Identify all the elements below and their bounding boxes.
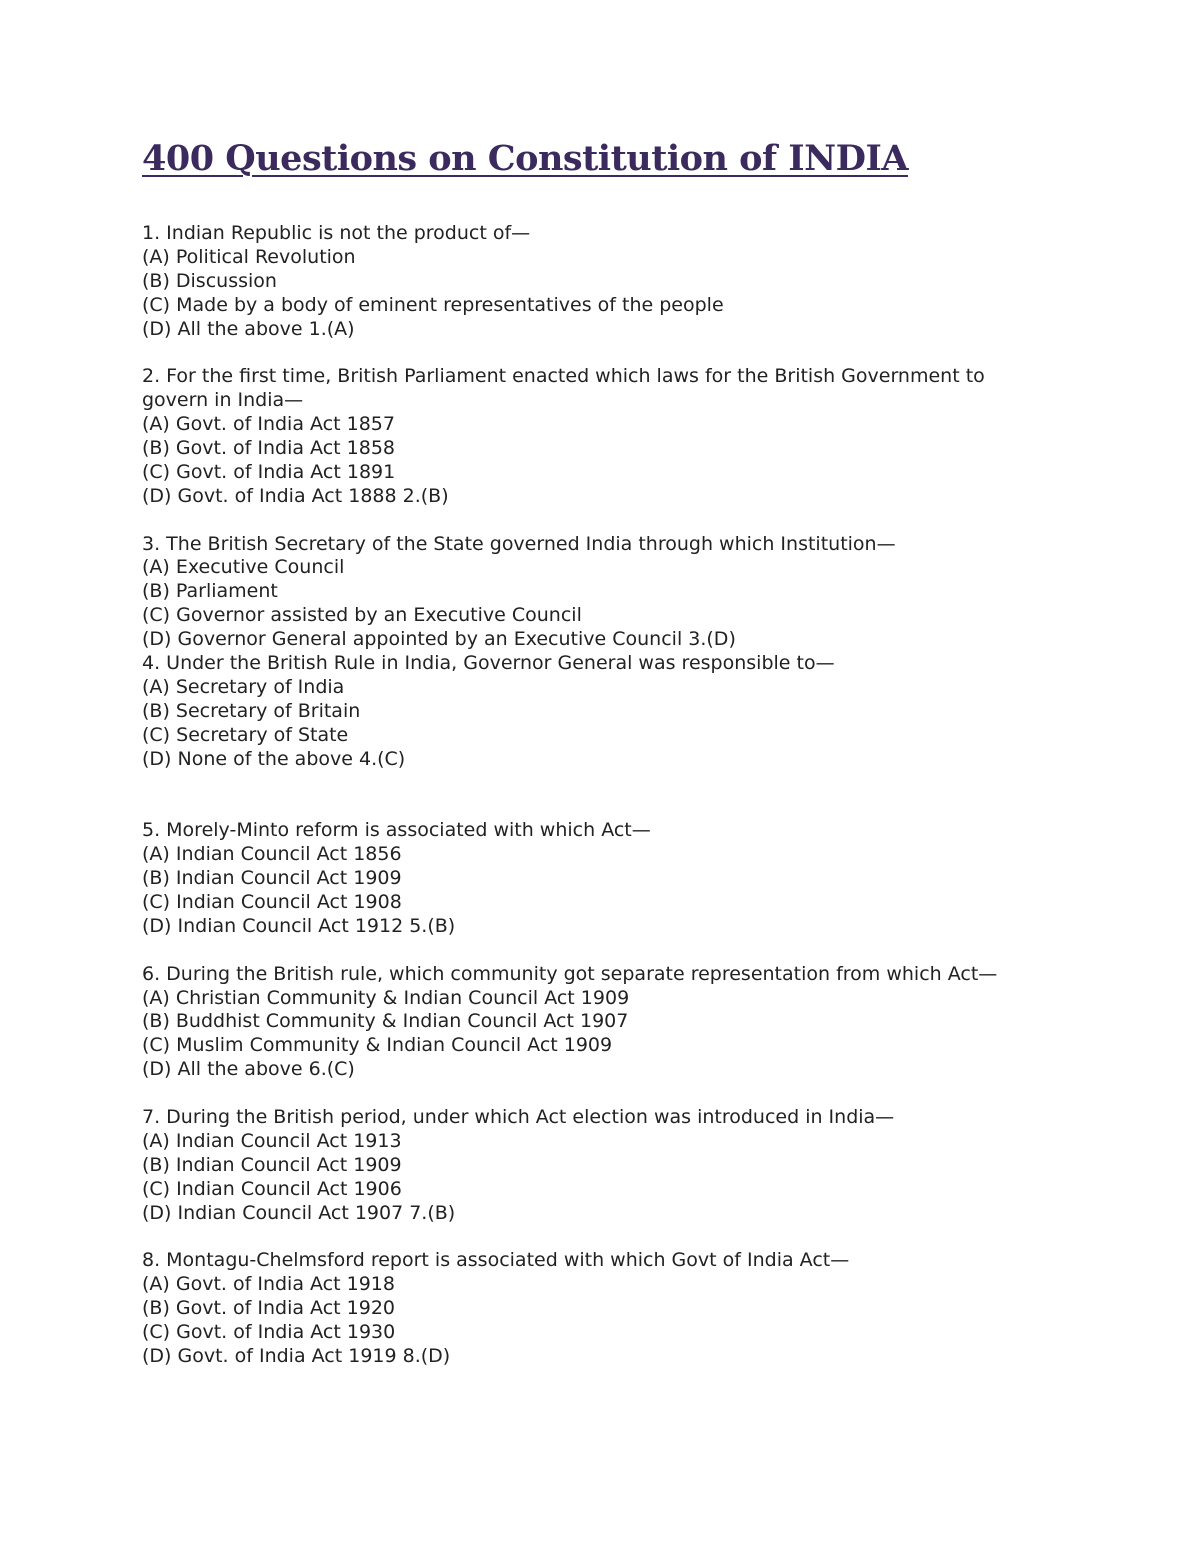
option-b: (B) Indian Council Act 1909 [142,1153,402,1176]
option-c: (C) Muslim Community & Indian Council Act 1909 [142,1034,613,1057]
question-text: 4. Under the British Rule in India, Governor General was responsible to— [142,652,835,675]
option-c: (C) Govt. of India Act 1891 [142,460,396,483]
question-text: 7. During the British period, under which Act election was introduced in India— [142,1105,895,1128]
option-b: (B) Discussion [142,269,277,292]
question-block-6 [142,963,1062,1082]
option-d-with-answer: (D) Indian Council Act 1912 5.(B) [142,914,456,937]
option-d-with-answer: (D) Indian Council Act 1907 7.(B) [142,1201,456,1224]
option-a: (A) Political Revolution [142,245,356,268]
question-block-4 [142,652,1062,771]
question-block-5 [142,819,1062,938]
option-a: (A) Secretary of India [142,675,345,698]
option-d-with-answer: (D) Governor General appointed by an Executive Council 3.(D) [142,628,736,651]
question-text: 1. Indian Republic is not the product of— [142,222,531,244]
option-b: (B) Buddhist Community & Indian Council Act 1907 [142,1010,629,1033]
question-text-continued: govern in India— [142,389,304,412]
option-c: (C) Indian Council Act 1908 [142,890,402,913]
option-a: (A) Govt. of India Act 1857 [142,413,395,436]
option-d-with-answer: (D) Govt. of India Act 1919 8.(D) [142,1344,451,1367]
question-block-7 [142,1106,1062,1225]
option-b: (B) Secretary of Britain [142,699,361,722]
question-block-2 [142,365,1062,508]
question-block-3 [142,533,1062,652]
option-b: (B) Indian Council Act 1909 [142,867,402,890]
spacer [142,1082,1062,1106]
option-c: (C) Govt. of India Act 1930 [142,1320,396,1343]
question-block-1 [142,222,1062,341]
spacer [142,771,1062,819]
option-a: (A) Indian Council Act 1856 [142,843,402,866]
option-c: (C) Indian Council Act 1906 [142,1177,402,1200]
question-block-8 [142,1249,1062,1368]
question-text: 5. Morely-Minto reform is associated with which Act— [142,819,651,842]
spacer [142,939,1062,963]
spacer [142,341,1062,365]
option-b: (B) Parliament [142,580,278,603]
spacer [142,509,1062,533]
option-b: (B) Govt. of India Act 1858 [142,437,395,460]
option-d-with-answer: (D) All the above 6.(C) [142,1058,355,1081]
question-text: 6. During the British rule, which community got separate representation from which Act— [142,962,998,985]
option-c: (C) Made by a body of eminent representatives of the people [142,293,724,316]
question-text: 2. For the first time, British Parliament enacted which laws for the British Government to [142,365,985,388]
question-text: 8. Montagu-Chelmsford report is associated with which Govt of India Act— [142,1249,850,1272]
option-c: (C) Governor assisted by an Executive Council [142,604,582,627]
option-a: (A) Christian Community & Indian Council Act 1909 [142,986,630,1009]
question-list [142,222,1062,1369]
option-d-with-answer: (D) None of the above 4.(C) [142,747,406,770]
option-a: (A) Indian Council Act 1913 [142,1129,402,1152]
option-d-with-answer: (D) Govt. of India Act 1888 2.(B) [142,484,449,507]
option-a: (A) Govt. of India Act 1918 [142,1273,395,1296]
document-title: 400 Questions on Constitution of INDIA [142,138,908,179]
option-d-with-answer: (D) All the above 1.(A) [142,317,355,340]
option-a: (A) Executive Council [142,556,345,579]
spacer [142,1225,1062,1249]
option-c: (C) Secretary of State [142,723,349,746]
option-b: (B) Govt. of India Act 1920 [142,1297,395,1320]
question-text: 3. The British Secretary of the State governed India through which Institution— [142,532,896,555]
